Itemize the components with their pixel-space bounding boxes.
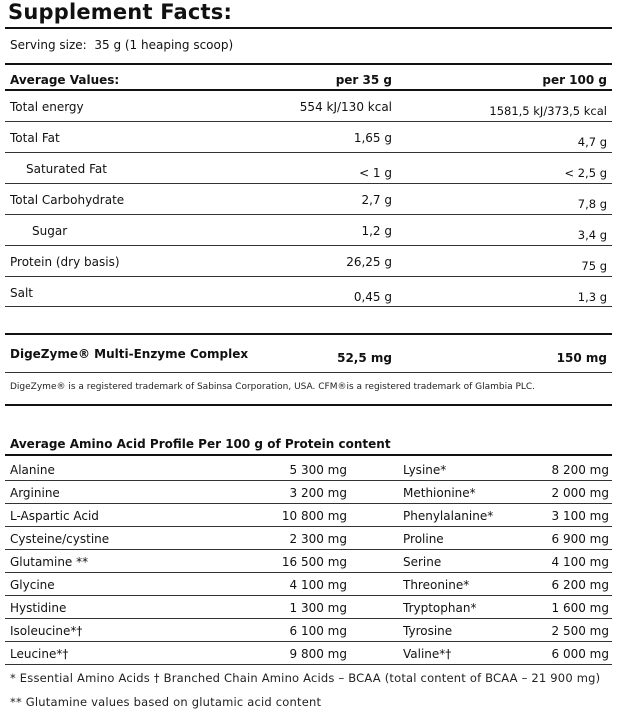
amino-name: Cysteine/cystine xyxy=(10,532,110,546)
amino-name: Proline xyxy=(403,532,444,546)
nutrient-per-100g: 4,7 g xyxy=(577,135,607,149)
amino-value: 9 800 mg xyxy=(289,647,347,661)
nutrition-header-col2: per 100 g xyxy=(542,73,607,87)
nutrient-per-serving: 554 kJ/130 kcal xyxy=(299,100,392,114)
nutrient-name: Total Fat xyxy=(10,131,60,145)
nutrient-per-serving: 2,7 g xyxy=(361,193,392,207)
row-divider xyxy=(5,618,612,619)
amino-name: L-Aspartic Acid xyxy=(10,509,99,523)
row-divider xyxy=(5,664,612,665)
row-divider xyxy=(5,214,612,215)
amino-value: 1 300 mg xyxy=(289,601,347,615)
footnote-bcaa: * Essential Amino Acids † Branched Chain Amino Acids – BCAA (total content of BCAA – 21 900 mg) xyxy=(10,671,601,685)
amino-name: Glutamine ** xyxy=(10,555,89,569)
nutrient-per-100g: 1,3 g xyxy=(577,290,607,304)
enzyme-bottom-divider xyxy=(5,404,612,406)
page-title: Supplement Facts: xyxy=(8,0,233,24)
enzyme-per-100g: 150 mg xyxy=(556,351,607,365)
nutrient-per-serving: 26,25 g xyxy=(346,255,392,269)
row-divider xyxy=(5,549,612,550)
row-divider xyxy=(5,152,612,153)
amino-name: Phenylalanine* xyxy=(403,509,494,523)
row-divider xyxy=(5,572,612,573)
title-divider xyxy=(5,27,612,29)
nutrition-header-label: Average Values: xyxy=(10,73,120,87)
amino-name: Valine*† xyxy=(403,647,452,661)
amino-value: 6 100 mg xyxy=(289,624,347,638)
row-divider xyxy=(5,276,612,277)
serving-value: 35 g (1 heaping scoop) xyxy=(94,38,234,52)
amino-name: Tryptophan* xyxy=(403,601,477,615)
enzyme-divider xyxy=(5,372,612,373)
amino-value: 2 500 mg xyxy=(551,624,609,638)
nutrient-name: Total Carbohydrate xyxy=(10,193,125,207)
amino-name: Methionine* xyxy=(403,486,476,500)
enzyme-name: DigeZyme® Multi-Enzyme Complex xyxy=(10,347,249,361)
row-divider xyxy=(5,121,612,122)
amino-name: Tyrosine xyxy=(403,624,453,638)
nutrient-per-100g: < 2,5 g xyxy=(564,166,607,180)
amino-value: 2 300 mg xyxy=(289,532,347,546)
row-divider xyxy=(5,306,612,307)
nutrition-header-col1: per 35 g xyxy=(335,73,392,87)
amino-value: 4 100 mg xyxy=(289,578,347,592)
serving-size xyxy=(10,38,233,52)
nutrient-per-serving: 1,65 g xyxy=(353,131,392,145)
nutrient-per-serving: 1,2 g xyxy=(361,224,392,238)
amino-value: 4 100 mg xyxy=(551,555,609,569)
enzyme-per-serving: 52,5 mg xyxy=(337,351,392,365)
nutrient-name: Total energy xyxy=(10,100,84,114)
serving-label: Serving size: xyxy=(10,38,87,52)
amino-name: Glycine xyxy=(10,578,55,592)
amino-name: Threonine* xyxy=(403,578,470,592)
amino-name: Serine xyxy=(403,555,442,569)
nutrient-name: Sugar xyxy=(32,224,68,238)
amino-title-divider xyxy=(5,454,612,456)
row-divider xyxy=(5,641,612,642)
row-divider xyxy=(5,480,612,481)
amino-value: 3 100 mg xyxy=(551,509,609,523)
row-divider xyxy=(5,526,612,527)
amino-name: Lysine* xyxy=(403,463,447,477)
amino-value: 6 200 mg xyxy=(551,578,609,592)
nutrient-per-100g: 1581,5 kJ/373,5 kcal xyxy=(489,104,607,118)
row-divider xyxy=(5,595,612,596)
amino-value: 8 200 mg xyxy=(551,463,609,477)
amino-value: 2 000 mg xyxy=(551,486,609,500)
amino-value: 6 900 mg xyxy=(551,532,609,546)
row-divider xyxy=(5,245,612,246)
footnote-glutamine: ** Glutamine values based on glutamic acid content xyxy=(10,695,322,709)
enzyme-top-divider xyxy=(5,333,612,335)
nutrient-per-serving: 0,45 g xyxy=(353,290,392,304)
row-divider xyxy=(5,183,612,184)
amino-name: Isoleucine*† xyxy=(10,624,83,638)
amino-name: Arginine xyxy=(10,486,60,500)
nutrient-per-serving: < 1 g xyxy=(359,166,392,180)
amino-name: Leucine*† xyxy=(10,647,69,661)
nutrient-per-100g: 3,4 g xyxy=(577,228,607,242)
amino-title: Average Amino Acid Profile Per 100 g of Protein content xyxy=(10,437,391,451)
amino-value: 5 300 mg xyxy=(289,463,347,477)
amino-name: Hystidine xyxy=(10,601,67,615)
nutrient-name: Saturated Fat xyxy=(26,162,107,176)
amino-value: 3 200 mg xyxy=(289,486,347,500)
amino-value: 16 500 mg xyxy=(281,555,347,569)
amino-value: 1 600 mg xyxy=(551,601,609,615)
nutrient-name: Salt xyxy=(10,286,34,300)
nutrient-per-100g: 7,8 g xyxy=(577,197,607,211)
nutrient-name: Protein (dry basis) xyxy=(10,255,120,269)
amino-value: 6 000 mg xyxy=(551,647,609,661)
serving-divider xyxy=(5,63,612,65)
row-divider xyxy=(5,503,612,504)
amino-value: 10 800 mg xyxy=(281,509,347,523)
amino-name: Alanine xyxy=(10,463,55,477)
nutrient-per-100g: 75 g xyxy=(581,259,607,273)
trademark-note: DigeZyme® is a registered trademark of Sabinsa Corporation, USA. CFM®is a registered trademark of Glambia PLC. xyxy=(10,382,536,392)
nutrition-header-divider xyxy=(5,89,612,91)
